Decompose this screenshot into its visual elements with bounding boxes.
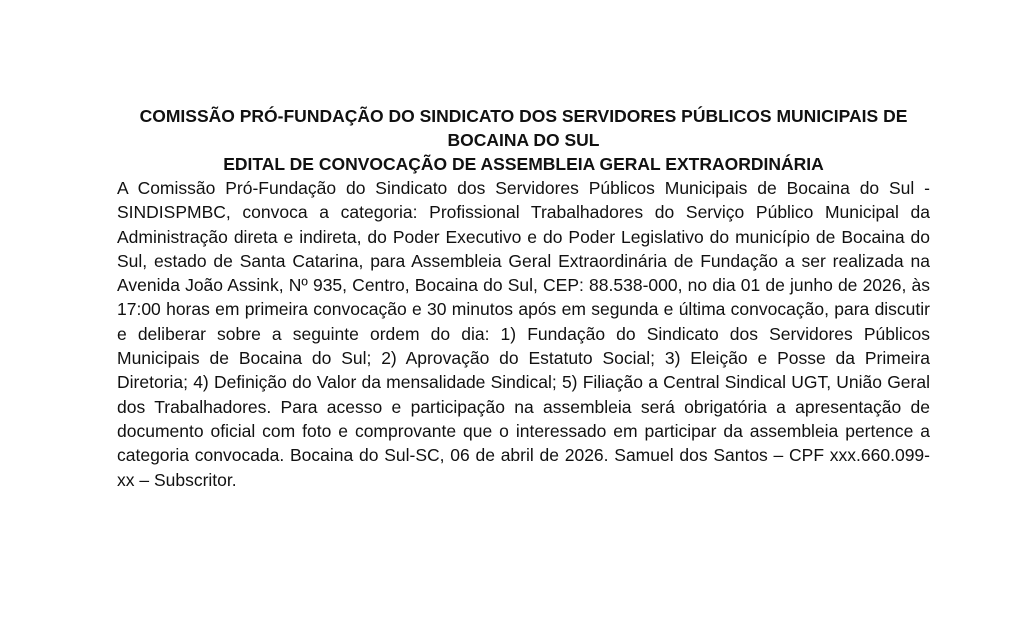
notice-subtitle: EDITAL DE CONVOCAÇÃO DE ASSEMBLEIA GERAL EXTRAORDINÁRIA	[223, 154, 824, 174]
notice-title-line-1: COMISSÃO PRÓ-FUNDAÇÃO DO SINDICATO DOS SERVIDORES PÚBLICOS MUNICIPAIS DE	[139, 106, 908, 126]
notice-title-line-2: BOCAINA DO SUL	[447, 130, 600, 150]
notice-title	[117, 104, 930, 152]
notice-body: A Comissão Pró-Fundação do Sindicato dos Servidores Públicos Municipais de Bocaina do Sul - SINDISPMBC, convoca a categoria: Profissional Trabalhadores do Serviço Público Municipal da Administração direta e indireta, do Poder Executivo e do Poder Legislativo do município de Bocaina do Sul, estado de Santa Catarina, para Assembleia Geral Extraordinária de Fundação a ser realizada na Avenida João Assink, Nº 935, Centro, Bocaina do Sul, CEP: 88.538-000, no dia 01 de junho de 2026, às 17:00 horas em primeira convocação e 30 minutos após em segunda e última convocação, para discutir e deliberar sobre a seguinte ordem do dia: 1) Fundação do Sindicato dos Servidores Públicos Municipais de Bocaina do Sul; 2) Aprovação do Estatuto Social; 3) Eleição e Posse da Primeira Diretoria; 4) Definição do Valor da mensalidade Sindical; 5) Filiação a Central Sindical UGT, União Geral dos Trabalhadores. Para acesso e participação na assembleia será obrigatória a apresentação de documento oficial com foto e comprovante que o interessado em participar da assembleia pertence a categoria convocada. Bocaina do Sul-SC, 06 de abril de 2026. Samuel dos Santos – CPF xxx.660.099-xx – Subscritor.	[117, 178, 930, 490]
notice-document	[117, 104, 930, 492]
